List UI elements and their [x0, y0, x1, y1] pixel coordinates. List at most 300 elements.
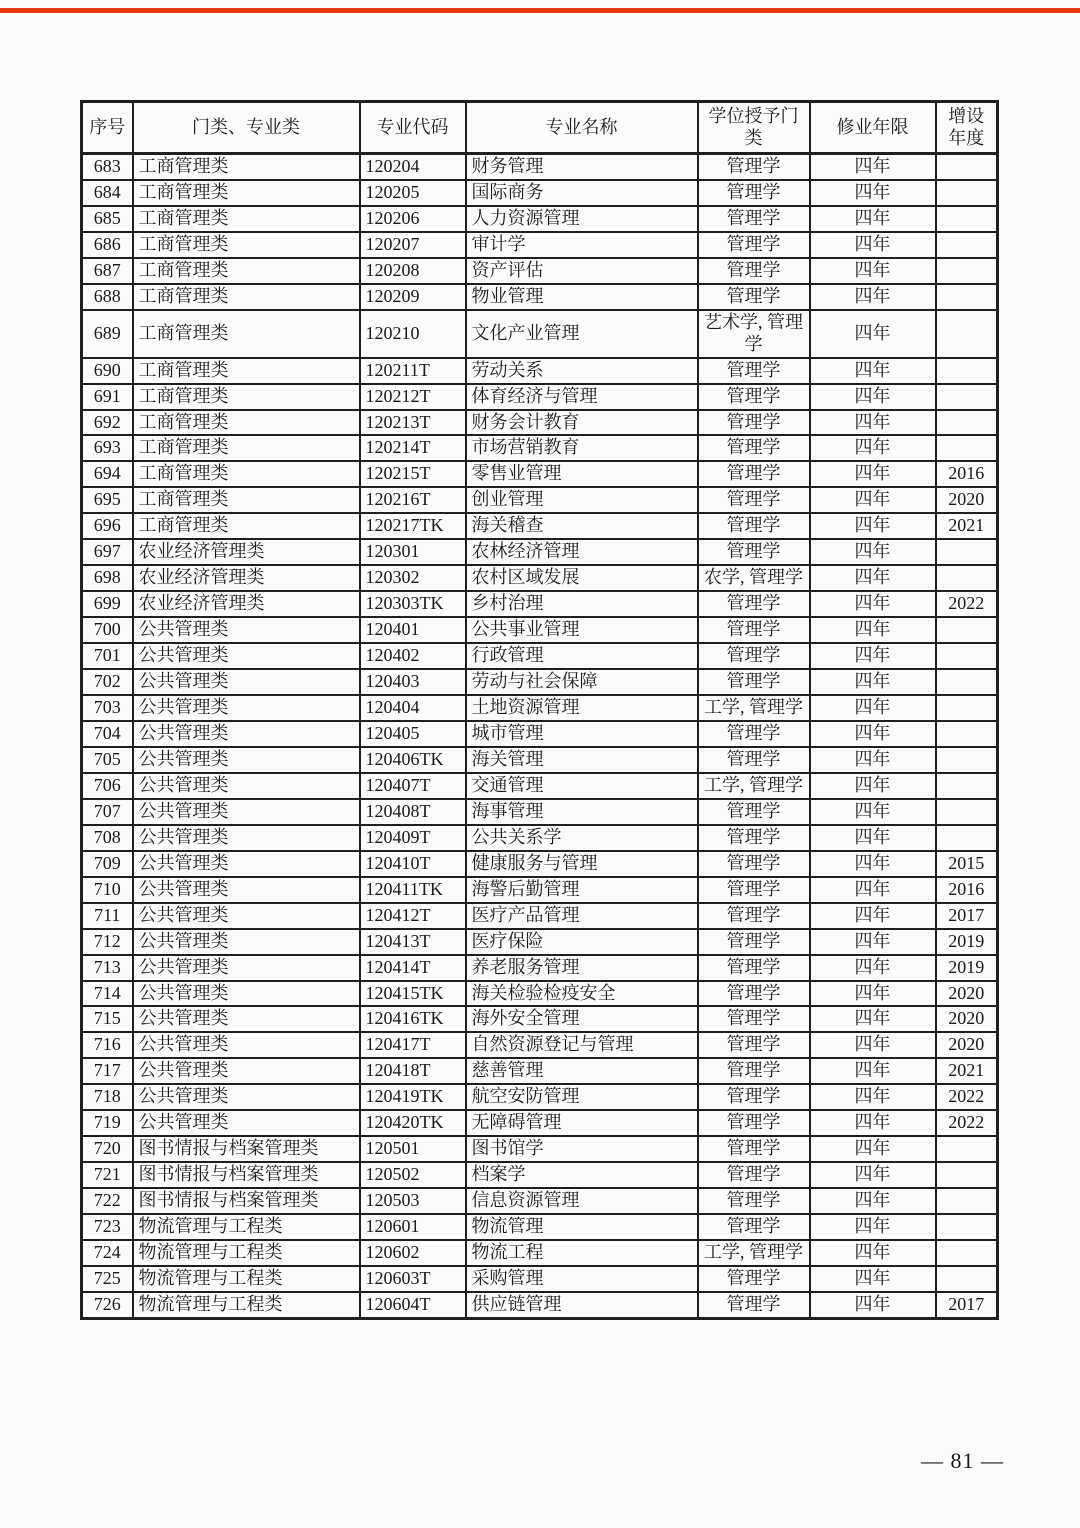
code-cell: 120301	[360, 539, 466, 565]
serial-cell: 703	[82, 695, 133, 721]
category-cell: 公共管理类	[133, 695, 360, 721]
degree-cell: 管理学	[698, 851, 810, 877]
degree-cell: 管理学	[698, 1162, 810, 1188]
added-cell	[936, 1214, 998, 1240]
category-cell: 工商管理类	[133, 384, 360, 410]
name-cell: 供应链管理	[466, 1292, 698, 1318]
table-row	[82, 1240, 998, 1266]
added-cell	[936, 310, 998, 358]
years-cell: 四年	[810, 1292, 936, 1318]
added-cell: 2017	[936, 903, 998, 929]
added-cell	[936, 643, 998, 669]
category-cell: 工商管理类	[133, 232, 360, 258]
added-cell	[936, 1188, 998, 1214]
code-cell: 120205	[360, 180, 466, 206]
years-cell: 四年	[810, 721, 936, 747]
table-row	[82, 799, 998, 825]
table-row	[82, 513, 998, 539]
serial-cell: 693	[82, 435, 133, 461]
added-cell: 2022	[936, 1084, 998, 1110]
degree-cell: 管理学	[698, 877, 810, 903]
category-cell: 农业经济管理类	[133, 591, 360, 617]
added-cell	[936, 539, 998, 565]
added-cell: 2021	[936, 1058, 998, 1084]
code-cell: 120415TK	[360, 981, 466, 1007]
serial-cell: 701	[82, 643, 133, 669]
code-cell: 120208	[360, 258, 466, 284]
code-cell: 120406TK	[360, 747, 466, 773]
category-cell: 公共管理类	[133, 981, 360, 1007]
added-cell	[936, 206, 998, 232]
code-cell: 120303TK	[360, 591, 466, 617]
code-cell: 120502	[360, 1162, 466, 1188]
serial-cell: 721	[82, 1162, 133, 1188]
header-degree: 学位授予门类	[698, 102, 810, 154]
added-cell	[936, 721, 998, 747]
category-cell: 公共管理类	[133, 721, 360, 747]
name-cell: 财务会计教育	[466, 410, 698, 436]
name-cell: 海警后勤管理	[466, 877, 698, 903]
table-row	[82, 825, 998, 851]
table-row	[82, 903, 998, 929]
majors-table	[80, 100, 999, 1320]
name-cell: 档案学	[466, 1162, 698, 1188]
code-cell: 120204	[360, 154, 466, 180]
degree-cell: 管理学	[698, 487, 810, 513]
serial-cell: 720	[82, 1136, 133, 1162]
serial-cell: 706	[82, 773, 133, 799]
degree-cell: 管理学	[698, 410, 810, 436]
category-cell: 公共管理类	[133, 747, 360, 773]
category-cell: 公共管理类	[133, 669, 360, 695]
category-cell: 工商管理类	[133, 435, 360, 461]
degree-cell: 管理学	[698, 232, 810, 258]
category-cell: 工商管理类	[133, 206, 360, 232]
added-cell	[936, 825, 998, 851]
degree-cell: 管理学	[698, 1292, 810, 1318]
serial-cell: 686	[82, 232, 133, 258]
table-row	[82, 232, 998, 258]
name-cell: 农村区域发展	[466, 565, 698, 591]
degree-cell: 管理学	[698, 1084, 810, 1110]
table-row	[82, 154, 998, 180]
years-cell: 四年	[810, 180, 936, 206]
degree-cell: 管理学	[698, 981, 810, 1007]
name-cell: 海关管理	[466, 747, 698, 773]
category-cell: 公共管理类	[133, 877, 360, 903]
code-cell: 120604T	[360, 1292, 466, 1318]
category-cell: 公共管理类	[133, 1110, 360, 1136]
code-cell: 120601	[360, 1214, 466, 1240]
degree-cell: 管理学	[698, 825, 810, 851]
code-cell: 120419TK	[360, 1084, 466, 1110]
name-cell: 信息资源管理	[466, 1188, 698, 1214]
table-row	[82, 721, 998, 747]
category-cell: 公共管理类	[133, 1006, 360, 1032]
code-cell: 120410T	[360, 851, 466, 877]
table-row	[82, 310, 998, 358]
name-cell: 海外安全管理	[466, 1006, 698, 1032]
serial-cell: 724	[82, 1240, 133, 1266]
category-cell: 公共管理类	[133, 903, 360, 929]
added-cell	[936, 284, 998, 310]
added-cell	[936, 154, 998, 180]
degree-cell: 工学, 管理学	[698, 695, 810, 721]
code-cell: 120211T	[360, 358, 466, 384]
name-cell: 采购管理	[466, 1266, 698, 1292]
header-added: 增设年度	[936, 102, 998, 154]
code-cell: 120603T	[360, 1266, 466, 1292]
code-cell: 120602	[360, 1240, 466, 1266]
name-cell: 城市管理	[466, 721, 698, 747]
page-number: — 81 —	[921, 1448, 1004, 1473]
serial-cell: 718	[82, 1084, 133, 1110]
name-cell: 资产评估	[466, 258, 698, 284]
name-cell: 海事管理	[466, 799, 698, 825]
code-cell: 120216T	[360, 487, 466, 513]
name-cell: 慈善管理	[466, 1058, 698, 1084]
table-row	[82, 1006, 998, 1032]
years-cell: 四年	[810, 1110, 936, 1136]
name-cell: 医疗保险	[466, 929, 698, 955]
years-cell: 四年	[810, 955, 936, 981]
added-cell	[936, 1266, 998, 1292]
serial-cell: 684	[82, 180, 133, 206]
years-cell: 四年	[810, 310, 936, 358]
code-cell: 120213T	[360, 410, 466, 436]
degree-cell: 管理学	[698, 643, 810, 669]
serial-cell: 716	[82, 1032, 133, 1058]
years-cell: 四年	[810, 981, 936, 1007]
years-cell: 四年	[810, 669, 936, 695]
serial-cell: 708	[82, 825, 133, 851]
table-row	[82, 981, 998, 1007]
header-category: 门类、专业类	[133, 102, 360, 154]
added-cell	[936, 1136, 998, 1162]
name-cell: 行政管理	[466, 643, 698, 669]
added-cell	[936, 232, 998, 258]
table-row	[82, 1136, 998, 1162]
degree-cell: 管理学	[698, 747, 810, 773]
years-cell: 四年	[810, 410, 936, 436]
added-cell	[936, 410, 998, 436]
table-row	[82, 284, 998, 310]
years-cell: 四年	[810, 851, 936, 877]
category-cell: 公共管理类	[133, 1032, 360, 1058]
header-name: 专业名称	[466, 102, 698, 154]
years-cell: 四年	[810, 591, 936, 617]
added-cell: 2020	[936, 1032, 998, 1058]
code-cell: 120405	[360, 721, 466, 747]
added-cell: 2015	[936, 851, 998, 877]
degree-cell: 管理学	[698, 258, 810, 284]
code-cell: 120207	[360, 232, 466, 258]
code-cell: 120215T	[360, 461, 466, 487]
degree-cell: 管理学	[698, 1214, 810, 1240]
added-cell: 2016	[936, 877, 998, 903]
table-row	[82, 461, 998, 487]
category-cell: 公共管理类	[133, 799, 360, 825]
category-cell: 公共管理类	[133, 825, 360, 851]
serial-cell: 685	[82, 206, 133, 232]
code-cell: 120404	[360, 695, 466, 721]
years-cell: 四年	[810, 1188, 936, 1214]
added-cell	[936, 565, 998, 591]
added-cell: 2021	[936, 513, 998, 539]
header-serial: 序号	[82, 102, 133, 154]
table-row	[82, 180, 998, 206]
years-cell: 四年	[810, 513, 936, 539]
years-cell: 四年	[810, 565, 936, 591]
category-cell: 图书情报与档案管理类	[133, 1162, 360, 1188]
added-cell	[936, 695, 998, 721]
name-cell: 劳动关系	[466, 358, 698, 384]
name-cell: 农林经济管理	[466, 539, 698, 565]
table-row	[82, 206, 998, 232]
table-row	[82, 358, 998, 384]
category-cell: 工商管理类	[133, 180, 360, 206]
category-cell: 工商管理类	[133, 461, 360, 487]
degree-cell: 管理学	[698, 1266, 810, 1292]
name-cell: 国际商务	[466, 180, 698, 206]
name-cell: 公共关系学	[466, 825, 698, 851]
degree-cell: 管理学	[698, 206, 810, 232]
added-cell: 2017	[936, 1292, 998, 1318]
name-cell: 物流管理	[466, 1214, 698, 1240]
name-cell: 养老服务管理	[466, 955, 698, 981]
code-cell: 120412T	[360, 903, 466, 929]
code-cell: 120212T	[360, 384, 466, 410]
added-cell	[936, 258, 998, 284]
name-cell: 人力资源管理	[466, 206, 698, 232]
added-cell	[936, 180, 998, 206]
code-cell: 120408T	[360, 799, 466, 825]
table-row	[82, 877, 998, 903]
table-row	[82, 1110, 998, 1136]
category-cell: 公共管理类	[133, 1058, 360, 1084]
added-cell	[936, 1240, 998, 1266]
years-cell: 四年	[810, 747, 936, 773]
degree-cell: 管理学	[698, 955, 810, 981]
code-cell: 120206	[360, 206, 466, 232]
years-cell: 四年	[810, 1266, 936, 1292]
code-cell: 120414T	[360, 955, 466, 981]
serial-cell: 713	[82, 955, 133, 981]
code-cell: 120403	[360, 669, 466, 695]
serial-cell: 710	[82, 877, 133, 903]
code-cell: 120407T	[360, 773, 466, 799]
added-cell: 2019	[936, 955, 998, 981]
name-cell: 劳动与社会保障	[466, 669, 698, 695]
added-cell: 2022	[936, 1110, 998, 1136]
added-cell	[936, 617, 998, 643]
degree-cell: 管理学	[698, 539, 810, 565]
code-cell: 120214T	[360, 435, 466, 461]
years-cell: 四年	[810, 903, 936, 929]
years-cell: 四年	[810, 1058, 936, 1084]
degree-cell: 管理学	[698, 1188, 810, 1214]
serial-cell: 691	[82, 384, 133, 410]
table-row	[82, 1266, 998, 1292]
serial-cell: 696	[82, 513, 133, 539]
serial-cell: 698	[82, 565, 133, 591]
name-cell: 体育经济与管理	[466, 384, 698, 410]
table-row	[82, 1188, 998, 1214]
name-cell: 图书馆学	[466, 1136, 698, 1162]
degree-cell: 管理学	[698, 461, 810, 487]
added-cell	[936, 669, 998, 695]
category-cell: 工商管理类	[133, 410, 360, 436]
name-cell: 医疗产品管理	[466, 903, 698, 929]
code-cell: 120420TK	[360, 1110, 466, 1136]
serial-cell: 711	[82, 903, 133, 929]
table-row	[82, 1084, 998, 1110]
table-row	[82, 591, 998, 617]
degree-cell: 管理学	[698, 435, 810, 461]
serial-cell: 719	[82, 1110, 133, 1136]
serial-cell: 712	[82, 929, 133, 955]
serial-cell: 709	[82, 851, 133, 877]
added-cell	[936, 773, 998, 799]
added-cell: 2022	[936, 591, 998, 617]
serial-cell: 697	[82, 539, 133, 565]
serial-cell: 695	[82, 487, 133, 513]
name-cell: 乡村治理	[466, 591, 698, 617]
degree-cell: 管理学	[698, 513, 810, 539]
category-cell: 工商管理类	[133, 487, 360, 513]
table-row	[82, 669, 998, 695]
code-cell: 120417T	[360, 1032, 466, 1058]
table-row	[82, 1032, 998, 1058]
category-cell: 农业经济管理类	[133, 539, 360, 565]
degree-cell: 管理学	[698, 669, 810, 695]
name-cell: 文化产业管理	[466, 310, 698, 358]
table-row	[82, 1058, 998, 1084]
degree-cell: 管理学	[698, 1136, 810, 1162]
table-row	[82, 1214, 998, 1240]
years-cell: 四年	[810, 435, 936, 461]
years-cell: 四年	[810, 695, 936, 721]
name-cell: 土地资源管理	[466, 695, 698, 721]
degree-cell: 管理学	[698, 1110, 810, 1136]
header-row	[82, 102, 998, 154]
degree-cell: 管理学	[698, 721, 810, 747]
degree-cell: 管理学	[698, 591, 810, 617]
serial-cell: 722	[82, 1188, 133, 1214]
table-row	[82, 410, 998, 436]
category-cell: 工商管理类	[133, 154, 360, 180]
degree-cell: 管理学	[698, 384, 810, 410]
code-cell: 120503	[360, 1188, 466, 1214]
serial-cell: 705	[82, 747, 133, 773]
years-cell: 四年	[810, 799, 936, 825]
table-row	[82, 565, 998, 591]
code-cell: 120416TK	[360, 1006, 466, 1032]
serial-cell: 726	[82, 1292, 133, 1318]
category-cell: 公共管理类	[133, 617, 360, 643]
category-cell: 物流管理与工程类	[133, 1266, 360, 1292]
category-cell: 工商管理类	[133, 258, 360, 284]
degree-cell: 管理学	[698, 1032, 810, 1058]
serial-cell: 714	[82, 981, 133, 1007]
table-row	[82, 617, 998, 643]
code-cell: 120217TK	[360, 513, 466, 539]
years-cell: 四年	[810, 154, 936, 180]
added-cell	[936, 384, 998, 410]
code-cell: 120501	[360, 1136, 466, 1162]
table-row	[82, 643, 998, 669]
serial-cell: 717	[82, 1058, 133, 1084]
category-cell: 公共管理类	[133, 851, 360, 877]
table-row	[82, 539, 998, 565]
years-cell: 四年	[810, 1006, 936, 1032]
years-cell: 四年	[810, 1032, 936, 1058]
code-cell: 120418T	[360, 1058, 466, 1084]
serial-cell: 690	[82, 358, 133, 384]
category-cell: 工商管理类	[133, 358, 360, 384]
degree-cell: 管理学	[698, 154, 810, 180]
table-row	[82, 384, 998, 410]
years-cell: 四年	[810, 1136, 936, 1162]
category-cell: 工商管理类	[133, 310, 360, 358]
name-cell: 海关检验检疫安全	[466, 981, 698, 1007]
degree-cell: 农学, 管理学	[698, 565, 810, 591]
category-cell: 图书情报与档案管理类	[133, 1188, 360, 1214]
added-cell	[936, 799, 998, 825]
table-row	[82, 487, 998, 513]
added-cell	[936, 358, 998, 384]
serial-cell: 692	[82, 410, 133, 436]
category-cell: 公共管理类	[133, 773, 360, 799]
category-cell: 工商管理类	[133, 284, 360, 310]
years-cell: 四年	[810, 1214, 936, 1240]
added-cell	[936, 1162, 998, 1188]
years-cell: 四年	[810, 258, 936, 284]
table-row	[82, 747, 998, 773]
code-cell: 120411TK	[360, 877, 466, 903]
degree-cell: 管理学	[698, 903, 810, 929]
years-cell: 四年	[810, 206, 936, 232]
added-cell: 2016	[936, 461, 998, 487]
header-code: 专业代码	[360, 102, 466, 154]
code-cell: 120209	[360, 284, 466, 310]
added-cell	[936, 747, 998, 773]
serial-cell: 702	[82, 669, 133, 695]
years-cell: 四年	[810, 1162, 936, 1188]
name-cell: 物业管理	[466, 284, 698, 310]
degree-cell: 工学, 管理学	[698, 773, 810, 799]
degree-cell: 管理学	[698, 358, 810, 384]
degree-cell: 管理学	[698, 929, 810, 955]
code-cell: 120210	[360, 310, 466, 358]
name-cell: 创业管理	[466, 487, 698, 513]
name-cell: 市场营销教育	[466, 435, 698, 461]
table-row	[82, 851, 998, 877]
serial-cell: 704	[82, 721, 133, 747]
category-cell: 图书情报与档案管理类	[133, 1136, 360, 1162]
serial-cell: 687	[82, 258, 133, 284]
name-cell: 航空安防管理	[466, 1084, 698, 1110]
years-cell: 四年	[810, 877, 936, 903]
years-cell: 四年	[810, 1084, 936, 1110]
table-row	[82, 955, 998, 981]
years-cell: 四年	[810, 1240, 936, 1266]
header-years: 修业年限	[810, 102, 936, 154]
years-cell: 四年	[810, 773, 936, 799]
code-cell: 120402	[360, 643, 466, 669]
top-accent-line	[0, 8, 1080, 13]
serial-cell: 699	[82, 591, 133, 617]
